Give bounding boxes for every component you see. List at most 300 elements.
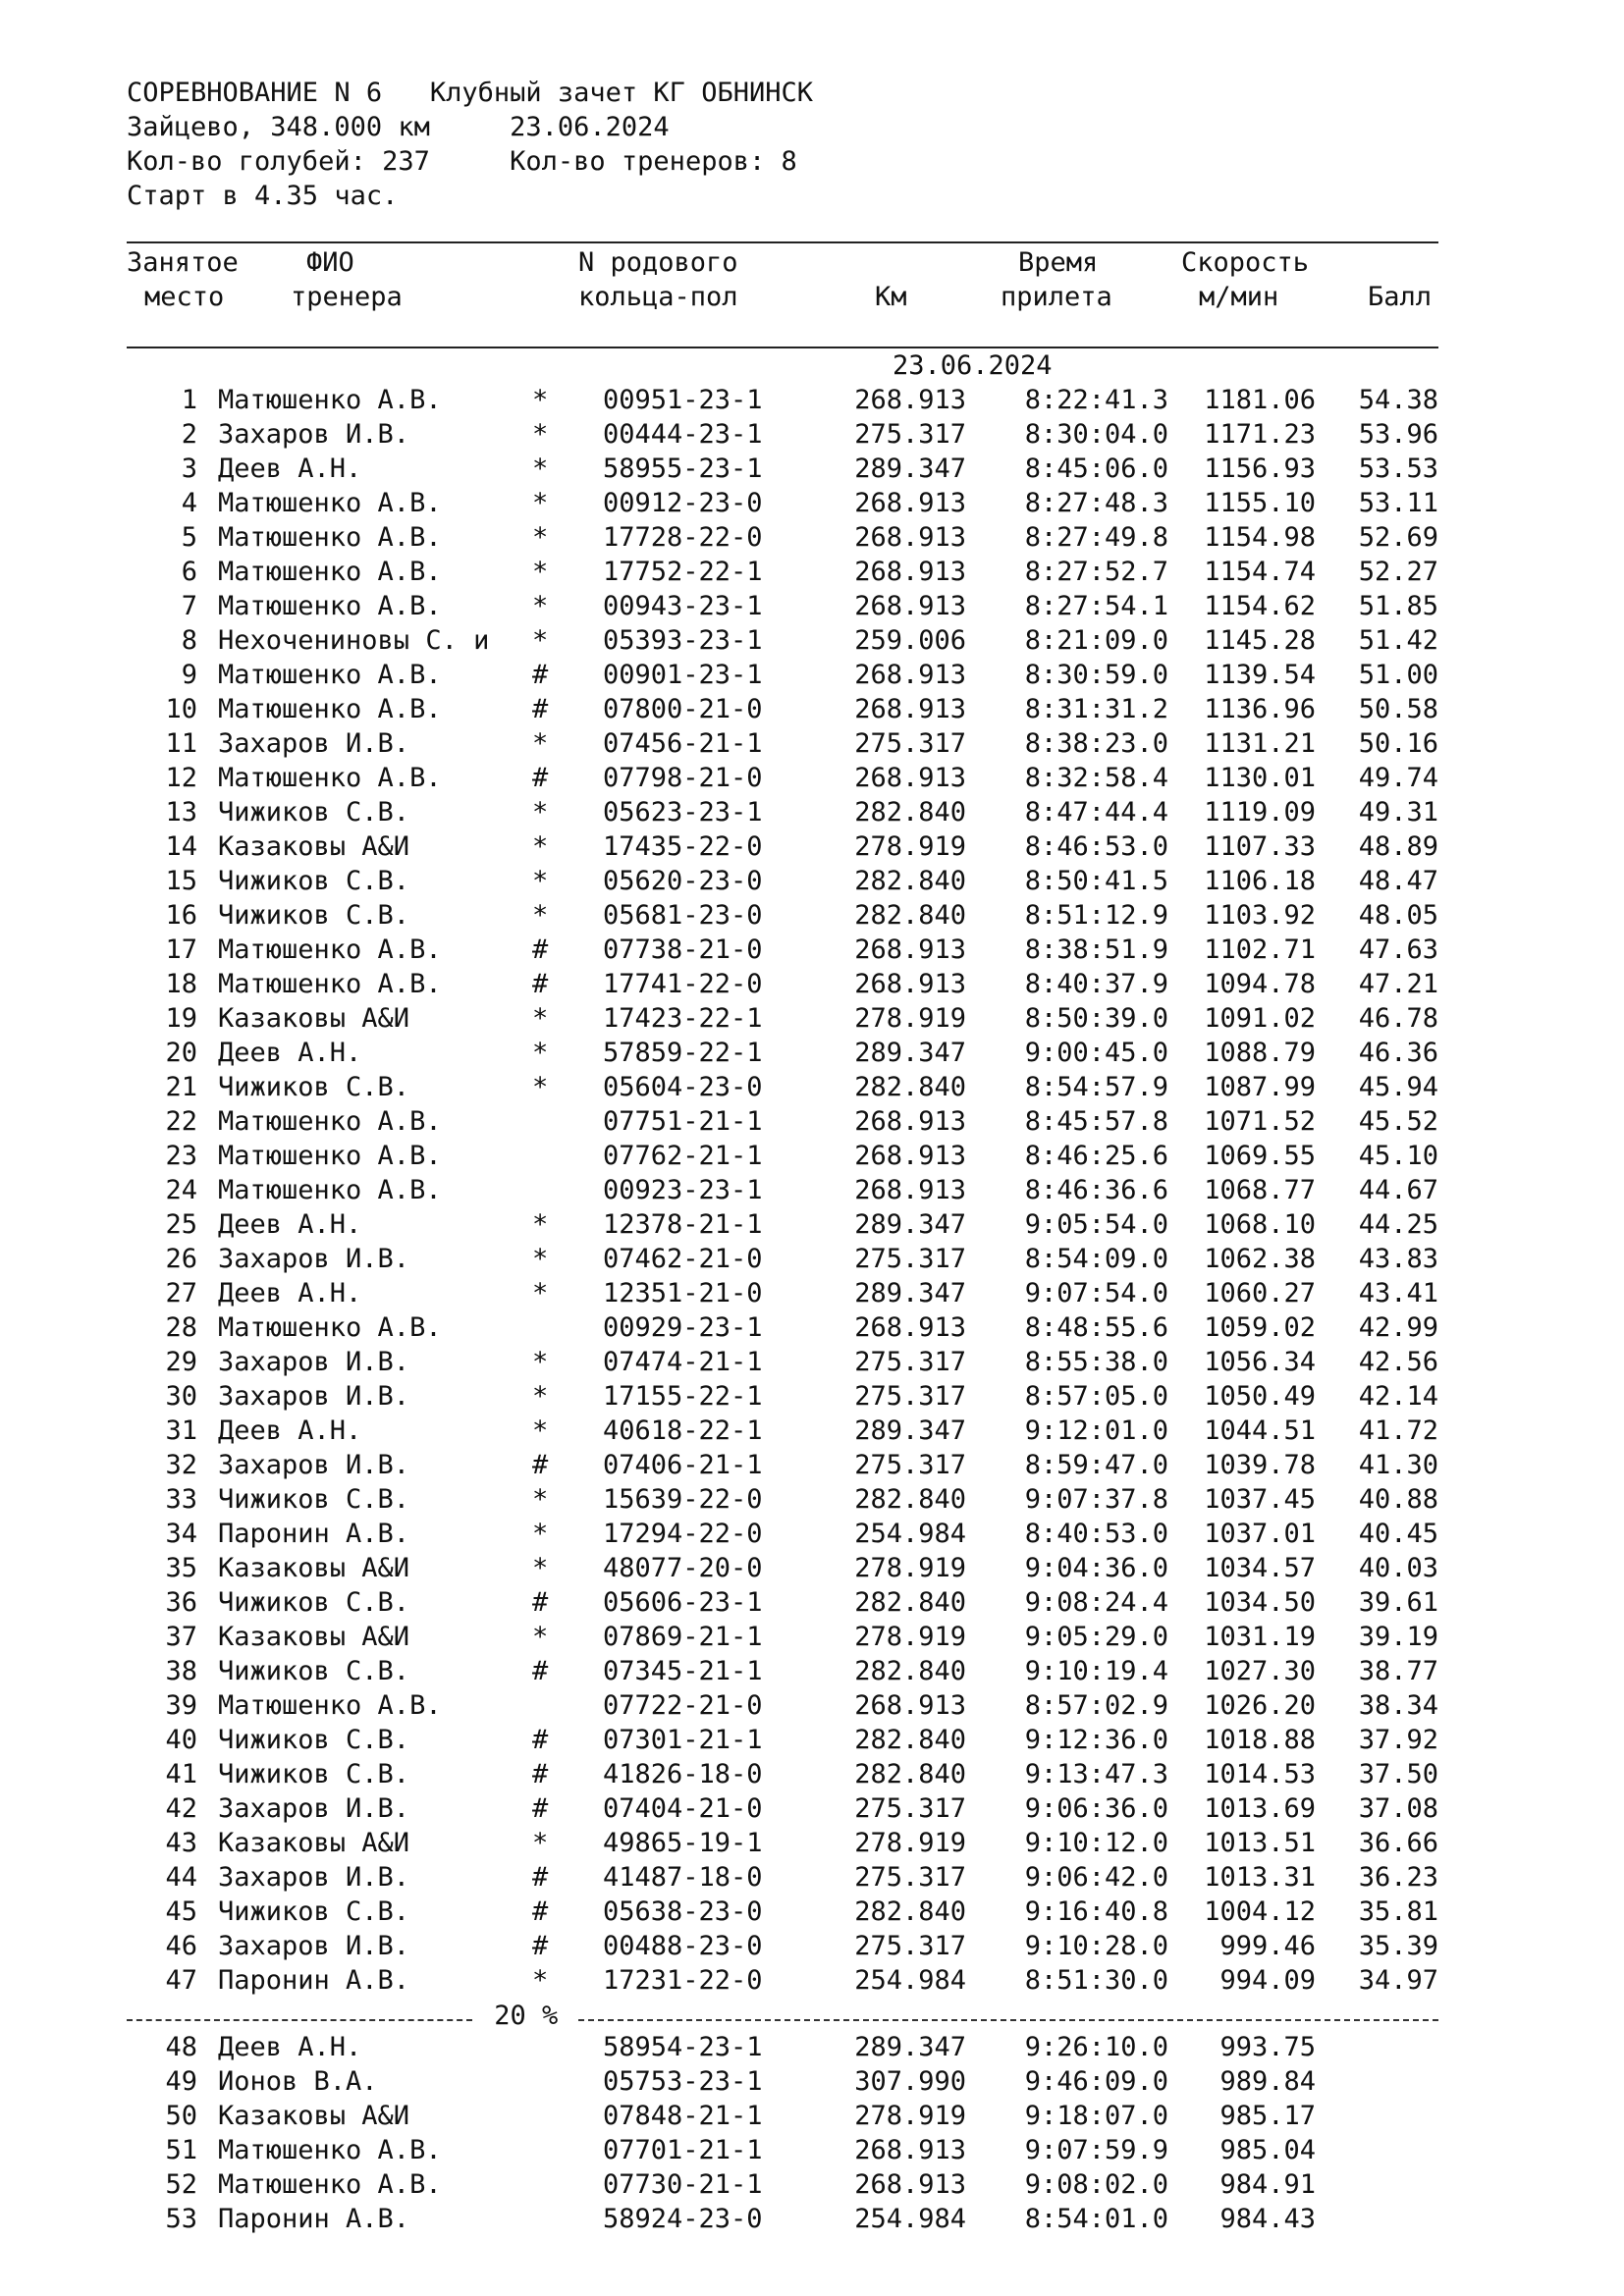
table-row [0, 1448, 1624, 1482]
cell-flag: * [532, 1244, 549, 1274]
cell-trainer: Матюшенко А.В. [218, 694, 442, 724]
cell-trainer: Матюшенко А.В. [218, 385, 442, 415]
cell-trainer: Захаров И.В. [218, 1931, 410, 1961]
cell-score: 51.00 [1358, 660, 1438, 690]
cell-speed: 1094.78 [1204, 969, 1316, 999]
cell-speed: 1037.45 [1204, 1484, 1316, 1515]
cell-speed: 1156.93 [1204, 454, 1316, 484]
cell-score: 34.97 [1358, 1965, 1438, 1996]
cell-score: 51.85 [1358, 591, 1438, 621]
cell-place: 30 [165, 1381, 197, 1412]
cell-score: 53.96 [1358, 419, 1438, 450]
date-label: 23.06.2024 [893, 350, 1053, 381]
cell-speed: 1087.99 [1204, 1072, 1316, 1102]
cell-trainer: Чижиков С.В. [218, 1896, 410, 1927]
cell-km: 282.840 [854, 1759, 966, 1789]
table-row [0, 658, 1624, 692]
cell-score: 46.78 [1358, 1003, 1438, 1034]
cell-km: 282.840 [854, 797, 966, 828]
cell-speed: 1069.55 [1204, 1141, 1316, 1171]
cell-km: 254.984 [854, 1965, 966, 1996]
cell-km: 254.984 [854, 1519, 966, 1549]
cell-flag: * [532, 1484, 549, 1515]
cell-trainer: Паронин А.В. [218, 2204, 410, 2234]
cell-score: 48.47 [1358, 866, 1438, 896]
cell-km: 282.840 [854, 866, 966, 896]
cell-ring: 12351-21-0 [603, 1278, 763, 1308]
table-row [0, 1620, 1624, 1654]
cell-time: 8:51:30.0 [1024, 1965, 1168, 1996]
cell-km: 268.913 [854, 2169, 966, 2200]
table-row [0, 486, 1624, 520]
cell-ring: 07730-21-1 [603, 2169, 763, 2200]
cell-place: 6 [181, 557, 197, 587]
cell-place: 14 [165, 831, 197, 862]
cell-place: 48 [165, 2032, 197, 2062]
cell-time: 9:07:37.8 [1024, 1484, 1168, 1515]
cell-time: 9:08:02.0 [1024, 2169, 1168, 2200]
table-row [0, 1757, 1624, 1791]
cell-ring: 17741-22-0 [603, 969, 763, 999]
cell-flag: * [532, 797, 549, 828]
cell-flag: * [532, 419, 549, 450]
table-row [0, 1104, 1624, 1139]
cell-speed: 1171.23 [1204, 419, 1316, 450]
table-row [0, 623, 1624, 658]
cell-time: 8:50:39.0 [1024, 1003, 1168, 1034]
cell-place: 16 [165, 900, 197, 931]
cell-flag: * [532, 1209, 549, 1240]
cell-ring: 07869-21-1 [603, 1622, 763, 1652]
cell-flag: * [532, 1828, 549, 1858]
cell-trainer: Чижиков С.В. [218, 797, 410, 828]
cell-flag: # [532, 1656, 549, 1686]
cell-km: 282.840 [854, 1896, 966, 1927]
cell-time: 9:12:36.0 [1024, 1725, 1168, 1755]
cell-place: 43 [165, 1828, 197, 1858]
cell-time: 9:12:01.0 [1024, 1415, 1168, 1446]
table-row [0, 1379, 1624, 1414]
cell-ring: 00912-23-0 [603, 488, 763, 518]
cell-trainer: Матюшенко А.В. [218, 969, 442, 999]
cell-trainer: Захаров И.В. [218, 728, 410, 759]
col-km: Км [875, 282, 907, 312]
cell-speed: 1107.33 [1204, 831, 1316, 862]
cell-km: 268.913 [854, 1141, 966, 1171]
cell-time: 9:04:36.0 [1024, 1553, 1168, 1583]
cell-time: 8:57:02.9 [1024, 1690, 1168, 1721]
cell-place: 25 [165, 1209, 197, 1240]
cell-ring: 07762-21-1 [603, 1141, 763, 1171]
table-row [0, 1723, 1624, 1757]
cell-flag: * [532, 1415, 549, 1446]
cell-ring: 00488-23-0 [603, 1931, 763, 1961]
cell-time: 9:10:12.0 [1024, 1828, 1168, 1858]
cell-score: 45.94 [1358, 1072, 1438, 1102]
cell-flag: * [532, 866, 549, 896]
table-row [0, 1482, 1624, 1517]
cell-place: 29 [165, 1347, 197, 1377]
cell-ring: 17423-22-1 [603, 1003, 763, 1034]
cell-speed: 993.75 [1219, 2032, 1316, 2062]
cell-time: 8:22:41.3 [1024, 385, 1168, 415]
cell-flag: # [532, 934, 549, 965]
separator-label: 20 % [478, 2001, 574, 2031]
cell-speed: 1091.02 [1204, 1003, 1316, 1034]
cell-trainer: Захаров И.В. [218, 1347, 410, 1377]
cell-place: 20 [165, 1038, 197, 1068]
cell-score: 44.67 [1358, 1175, 1438, 1205]
cell-place: 53 [165, 2204, 197, 2234]
cell-score: 43.41 [1358, 1278, 1438, 1308]
cell-speed: 1102.71 [1204, 934, 1316, 965]
cell-flag: # [532, 1450, 549, 1480]
cell-time: 8:54:01.0 [1024, 2204, 1168, 2234]
cell-place: 17 [165, 934, 197, 965]
cell-trainer: Матюшенко А.В. [218, 934, 442, 965]
cell-km: 275.317 [854, 1347, 966, 1377]
cell-km: 289.347 [854, 1278, 966, 1308]
cell-score: 49.31 [1358, 797, 1438, 828]
cell-ring: 17728-22-0 [603, 522, 763, 553]
table-row [0, 1001, 1624, 1036]
cell-time: 9:07:59.9 [1024, 2135, 1168, 2165]
cell-place: 40 [165, 1725, 197, 1755]
cell-km: 289.347 [854, 2032, 966, 2062]
table-row [0, 1242, 1624, 1276]
cell-score: 52.27 [1358, 557, 1438, 587]
cell-speed: 985.04 [1219, 2135, 1316, 2165]
cell-trainer: Матюшенко А.В. [218, 1690, 442, 1721]
col-speed-line2: м/мин [1199, 282, 1279, 312]
cell-km: 268.913 [854, 1175, 966, 1205]
cell-score: 49.74 [1358, 763, 1438, 793]
cell-ring: 07722-21-0 [603, 1690, 763, 1721]
table-row [0, 1929, 1624, 1963]
cell-place: 39 [165, 1690, 197, 1721]
separator-dash-left [127, 2019, 472, 2021]
cell-trainer: Захаров И.В. [218, 419, 410, 450]
cell-speed: 1039.78 [1204, 1450, 1316, 1480]
cell-score: 46.36 [1358, 1038, 1438, 1068]
cell-km: 268.913 [854, 591, 966, 621]
cell-speed: 1062.38 [1204, 1244, 1316, 1274]
cell-speed: 1154.98 [1204, 522, 1316, 553]
cell-time: 9:26:10.0 [1024, 2032, 1168, 2062]
cell-ring: 58924-23-0 [603, 2204, 763, 2234]
cell-time: 8:27:52.7 [1024, 557, 1168, 587]
cell-flag: # [532, 1793, 549, 1824]
table-row [0, 1585, 1624, 1620]
cell-speed: 1044.51 [1204, 1415, 1316, 1446]
cell-score: 40.45 [1358, 1519, 1438, 1549]
cell-speed: 1068.77 [1204, 1175, 1316, 1205]
col-time-line1: Время [1018, 247, 1099, 278]
table-row [0, 1654, 1624, 1688]
cell-time: 9:18:07.0 [1024, 2101, 1168, 2131]
table-row [0, 555, 1624, 589]
table-row [0, 2202, 1624, 2236]
cell-flag: # [532, 1862, 549, 1893]
cell-score: 40.88 [1358, 1484, 1438, 1515]
cell-trainer: Захаров И.В. [218, 1244, 410, 1274]
cell-speed: 1106.18 [1204, 866, 1316, 896]
cell-time: 9:10:28.0 [1024, 1931, 1168, 1961]
cell-time: 8:40:53.0 [1024, 1519, 1168, 1549]
table-row [0, 898, 1624, 933]
cell-place: 15 [165, 866, 197, 896]
cell-speed: 1050.49 [1204, 1381, 1316, 1412]
cell-place: 3 [181, 454, 197, 484]
cell-place: 37 [165, 1622, 197, 1652]
cell-ring: 17294-22-0 [603, 1519, 763, 1549]
cell-speed: 1130.01 [1204, 763, 1316, 793]
table-row [0, 417, 1624, 452]
cell-time: 8:51:12.9 [1024, 900, 1168, 931]
col-place-line2: место [144, 282, 225, 312]
cell-km: 268.913 [854, 660, 966, 690]
cell-km: 278.919 [854, 831, 966, 862]
cell-flag: * [532, 1965, 549, 1996]
cell-speed: 1131.21 [1204, 728, 1316, 759]
cell-km: 278.919 [854, 2101, 966, 2131]
cell-place: 18 [165, 969, 197, 999]
cell-ring: 07462-21-0 [603, 1244, 763, 1274]
cell-trainer: Захаров И.В. [218, 1450, 410, 1480]
cell-trainer: Деев А.Н. [218, 1209, 362, 1240]
table-row [0, 1688, 1624, 1723]
cell-time: 9:05:29.0 [1024, 1622, 1168, 1652]
cell-ring: 58954-23-1 [603, 2032, 763, 2062]
cell-time: 9:05:54.0 [1024, 1209, 1168, 1240]
cell-place: 50 [165, 2101, 197, 2131]
cell-trainer: Матюшенко А.В. [218, 591, 442, 621]
cell-time: 8:46:53.0 [1024, 831, 1168, 862]
cell-ring: 48077-20-0 [603, 1553, 763, 1583]
cell-km: 275.317 [854, 728, 966, 759]
cell-time: 8:27:54.1 [1024, 591, 1168, 621]
cell-trainer: Матюшенко А.В. [218, 522, 442, 553]
cell-speed: 1034.57 [1204, 1553, 1316, 1583]
cell-time: 8:21:09.0 [1024, 625, 1168, 656]
table-row [0, 1036, 1624, 1070]
cell-ring: 07701-21-1 [603, 2135, 763, 2165]
cell-trainer: Матюшенко А.В. [218, 660, 442, 690]
table-row [0, 1517, 1624, 1551]
cell-score: 40.03 [1358, 1553, 1438, 1583]
cell-trainer: Чижиков С.В. [218, 900, 410, 931]
cell-time: 8:46:25.6 [1024, 1141, 1168, 1171]
cell-speed: 1027.30 [1204, 1656, 1316, 1686]
cell-flag: # [532, 1725, 549, 1755]
cell-km: 275.317 [854, 1244, 966, 1274]
cell-time: 8:31:31.2 [1024, 694, 1168, 724]
separator-dash-right [578, 2019, 1438, 2021]
cell-speed: 994.09 [1219, 1965, 1316, 1996]
cell-flag: # [532, 1587, 549, 1618]
cell-place: 1 [181, 385, 197, 415]
table-row [0, 2167, 1624, 2202]
cell-ring: 15639-22-0 [603, 1484, 763, 1515]
cell-km: 254.984 [854, 2204, 966, 2234]
cell-flag: * [532, 454, 549, 484]
cell-place: 34 [165, 1519, 197, 1549]
cell-time: 8:54:09.0 [1024, 1244, 1168, 1274]
table-row [0, 1345, 1624, 1379]
cell-score: 36.23 [1358, 1862, 1438, 1893]
cell-score: 42.14 [1358, 1381, 1438, 1412]
table-row [0, 1895, 1624, 1929]
cell-place: 42 [165, 1793, 197, 1824]
cell-score: 51.42 [1358, 625, 1438, 656]
cell-ring: 05620-23-0 [603, 866, 763, 896]
cell-trainer: Паронин А.В. [218, 1519, 410, 1549]
cell-km: 278.919 [854, 1003, 966, 1034]
cell-flag: # [532, 694, 549, 724]
cell-place: 45 [165, 1896, 197, 1927]
cell-km: 275.317 [854, 1450, 966, 1480]
cell-flag: * [532, 522, 549, 553]
cell-speed: 989.84 [1219, 2066, 1316, 2097]
cell-ring: 00444-23-1 [603, 419, 763, 450]
cell-km: 268.913 [854, 763, 966, 793]
cell-speed: 1071.52 [1204, 1106, 1316, 1137]
table-row [0, 589, 1624, 623]
cell-score: 39.61 [1358, 1587, 1438, 1618]
cell-km: 268.913 [854, 557, 966, 587]
cell-speed: 1014.53 [1204, 1759, 1316, 1789]
table-row [0, 1173, 1624, 1207]
cell-place: 11 [165, 728, 197, 759]
cell-ring: 00901-23-1 [603, 660, 763, 690]
cell-place: 38 [165, 1656, 197, 1686]
cell-km: 282.840 [854, 1484, 966, 1515]
cell-flag: # [532, 1931, 549, 1961]
cell-speed: 1139.54 [1204, 660, 1316, 690]
col-place-line1: Занятое [127, 247, 239, 278]
cell-trainer: Казаковы А&И [218, 1622, 410, 1652]
table-row [0, 1139, 1624, 1173]
cell-time: 8:50:41.5 [1024, 866, 1168, 896]
cell-place: 21 [165, 1072, 197, 1102]
cell-speed: 1154.62 [1204, 591, 1316, 621]
cell-speed: 1060.27 [1204, 1278, 1316, 1308]
cell-ring: 07474-21-1 [603, 1347, 763, 1377]
cell-ring: 17752-22-1 [603, 557, 763, 587]
cell-trainer: Чижиков С.В. [218, 1587, 410, 1618]
cell-km: 268.913 [854, 2135, 966, 2165]
col-name-line2: тренера [291, 282, 403, 312]
cell-km: 268.913 [854, 522, 966, 553]
cell-km: 282.840 [854, 1587, 966, 1618]
cell-ring: 00951-23-1 [603, 385, 763, 415]
cell-place: 27 [165, 1278, 197, 1308]
cell-speed: 1013.69 [1204, 1793, 1316, 1824]
cell-trainer: Казаковы А&И [218, 1553, 410, 1583]
cell-km: 289.347 [854, 1038, 966, 1068]
cell-flag: * [532, 488, 549, 518]
cell-km: 282.840 [854, 1656, 966, 1686]
cell-score: 41.30 [1358, 1450, 1438, 1480]
cell-score: 42.99 [1358, 1312, 1438, 1343]
cell-speed: 1136.96 [1204, 694, 1316, 724]
cell-flag: # [532, 1759, 549, 1789]
cell-ring: 07345-21-1 [603, 1656, 763, 1686]
cell-score: 47.21 [1358, 969, 1438, 999]
header-line-3: Кол-во голубей: 237 Кол-во тренеров: 8 [127, 146, 797, 177]
cell-score: 35.39 [1358, 1931, 1438, 1961]
cell-score: 53.53 [1358, 454, 1438, 484]
cell-time: 8:30:59.0 [1024, 660, 1168, 690]
cell-score: 42.56 [1358, 1347, 1438, 1377]
cell-score: 39.19 [1358, 1622, 1438, 1652]
cell-ring: 07404-21-0 [603, 1793, 763, 1824]
table-row [0, 1414, 1624, 1448]
cell-km: 268.913 [854, 694, 966, 724]
cell-trainer: Казаковы А&И [218, 1828, 410, 1858]
table-row [0, 1276, 1624, 1310]
table-row [0, 2133, 1624, 2167]
cell-place: 41 [165, 1759, 197, 1789]
cell-ring: 00943-23-1 [603, 591, 763, 621]
cell-place: 52 [165, 2169, 197, 2200]
cell-trainer: Деев А.Н. [218, 1415, 362, 1446]
cell-speed: 1013.51 [1204, 1828, 1316, 1858]
cell-ring: 49865-19-1 [603, 1828, 763, 1858]
table-top-rule [127, 241, 1438, 243]
cell-ring: 41826-18-0 [603, 1759, 763, 1789]
cell-trainer: Казаковы А&И [218, 1003, 410, 1034]
cell-ring: 05604-23-0 [603, 1072, 763, 1102]
cell-place: 49 [165, 2066, 197, 2097]
cell-speed: 1119.09 [1204, 797, 1316, 828]
cell-speed: 1181.06 [1204, 385, 1316, 415]
cell-speed: 1037.01 [1204, 1519, 1316, 1549]
cell-ring: 07456-21-1 [603, 728, 763, 759]
cell-speed: 1013.31 [1204, 1862, 1316, 1893]
table-row [0, 726, 1624, 761]
cell-place: 33 [165, 1484, 197, 1515]
cell-trainer: Казаковы А&И [218, 2101, 410, 2131]
cell-place: 12 [165, 763, 197, 793]
cell-trainer: Матюшенко А.В. [218, 2169, 442, 2200]
cell-ring: 40618-22-1 [603, 1415, 763, 1446]
cell-score: 45.52 [1358, 1106, 1438, 1137]
cell-km: 278.919 [854, 1553, 966, 1583]
cell-flag: * [532, 385, 549, 415]
cell-ring: 07800-21-0 [603, 694, 763, 724]
cell-ring: 05638-23-0 [603, 1896, 763, 1927]
cell-km: 268.913 [854, 934, 966, 965]
table-row [0, 2030, 1624, 2064]
cell-speed: 1103.92 [1204, 900, 1316, 931]
cell-km: 268.913 [854, 969, 966, 999]
cell-speed: 1026.20 [1204, 1690, 1316, 1721]
col-ring-line1: N родового [578, 247, 738, 278]
cell-time: 8:38:51.9 [1024, 934, 1168, 965]
cell-ring: 07738-21-0 [603, 934, 763, 965]
cell-time: 8:40:37.9 [1024, 969, 1168, 999]
cell-place: 26 [165, 1244, 197, 1274]
cell-ring: 05623-23-1 [603, 797, 763, 828]
table-row [0, 933, 1624, 967]
cell-score: 43.83 [1358, 1244, 1438, 1274]
cell-time: 9:46:09.0 [1024, 2066, 1168, 2097]
cell-speed: 1145.28 [1204, 625, 1316, 656]
cell-place: 36 [165, 1587, 197, 1618]
cell-time: 8:47:44.4 [1024, 797, 1168, 828]
cell-trainer: Ионов В.А. [218, 2066, 378, 2097]
